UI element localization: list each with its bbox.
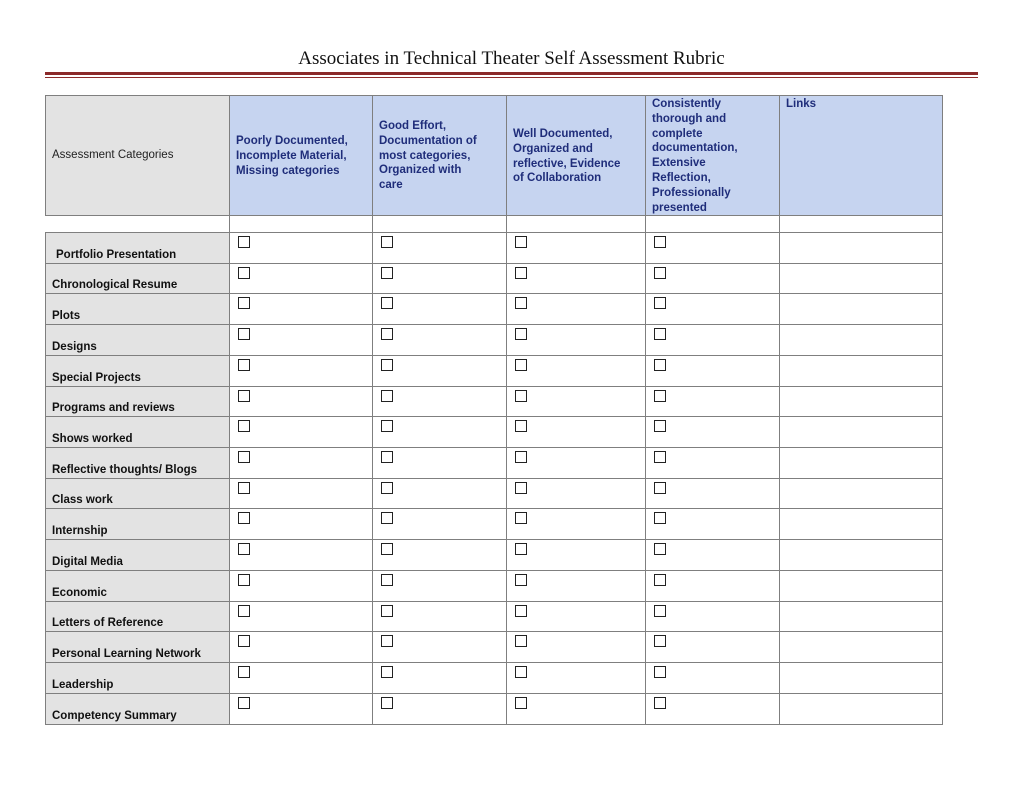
category-cell bbox=[45, 324, 230, 356]
rating-checkbox[interactable] bbox=[654, 359, 666, 371]
rating-checkbox[interactable] bbox=[515, 512, 527, 524]
category-cell bbox=[45, 355, 230, 387]
rating-cell bbox=[372, 693, 507, 725]
column-header-line: Good Effort, bbox=[379, 120, 447, 132]
rating-cell bbox=[645, 355, 780, 387]
rating-cell bbox=[645, 539, 780, 571]
rating-checkbox[interactable] bbox=[654, 236, 666, 248]
category-label: Portfolio Presentation bbox=[56, 249, 177, 261]
category-cell bbox=[45, 293, 230, 325]
title-rule bbox=[45, 72, 978, 75]
rating-checkbox[interactable] bbox=[654, 420, 666, 432]
rating-cell bbox=[645, 631, 780, 663]
rating-checkbox[interactable] bbox=[381, 574, 393, 586]
rating-checkbox[interactable] bbox=[381, 697, 393, 709]
rating-checkbox[interactable] bbox=[515, 451, 527, 463]
category-cell bbox=[45, 263, 230, 294]
rating-cell bbox=[645, 447, 780, 479]
rating-checkbox[interactable] bbox=[381, 297, 393, 309]
column-header-label bbox=[786, 97, 938, 112]
rating-cell bbox=[372, 447, 507, 479]
rating-checkbox[interactable] bbox=[238, 390, 250, 402]
rating-checkbox[interactable] bbox=[381, 390, 393, 402]
column-header-line: Well Documented, bbox=[513, 128, 613, 140]
rating-checkbox[interactable] bbox=[238, 267, 250, 279]
rating-cell bbox=[506, 478, 646, 509]
column-header-cell bbox=[645, 95, 780, 216]
category-cell bbox=[45, 508, 230, 540]
category-cell bbox=[45, 386, 230, 417]
rating-cell bbox=[506, 416, 646, 448]
title-rule-thin bbox=[45, 77, 978, 78]
category-cell bbox=[45, 478, 230, 509]
rating-cell bbox=[645, 263, 780, 294]
rating-checkbox[interactable] bbox=[238, 236, 250, 248]
rating-cell bbox=[506, 263, 646, 294]
rating-cell bbox=[645, 478, 780, 509]
rating-checkbox[interactable] bbox=[654, 697, 666, 709]
rating-cell bbox=[645, 386, 780, 417]
rating-checkbox[interactable] bbox=[238, 420, 250, 432]
links-cell[interactable] bbox=[779, 508, 943, 540]
column-header-line: care bbox=[379, 179, 403, 192]
column-header-line: Missing categories bbox=[236, 164, 340, 177]
rating-cell bbox=[506, 539, 646, 571]
category-cell bbox=[45, 447, 230, 479]
rating-checkbox[interactable] bbox=[381, 451, 393, 463]
rating-checkbox[interactable] bbox=[381, 482, 393, 494]
rating-checkbox[interactable] bbox=[515, 605, 527, 617]
column-header-line: Incomplete Material, bbox=[236, 149, 347, 162]
rating-checkbox[interactable] bbox=[654, 605, 666, 617]
document-title: Associates in Technical Theater Self Assessment Rubric bbox=[298, 48, 725, 69]
links-cell[interactable] bbox=[779, 570, 943, 602]
rating-checkbox[interactable] bbox=[381, 420, 393, 432]
links-cell[interactable] bbox=[779, 416, 943, 448]
rating-checkbox[interactable] bbox=[654, 451, 666, 463]
rating-cell bbox=[645, 662, 780, 694]
links-cell[interactable] bbox=[779, 447, 943, 479]
rating-checkbox[interactable] bbox=[238, 328, 250, 340]
rating-checkbox[interactable] bbox=[654, 635, 666, 647]
category-cell bbox=[45, 570, 230, 602]
rating-checkbox[interactable] bbox=[238, 574, 250, 586]
column-header-line: reflective, Evidence bbox=[513, 157, 621, 170]
category-cell bbox=[45, 662, 230, 694]
rating-cell bbox=[372, 508, 507, 540]
rating-checkbox[interactable] bbox=[515, 328, 527, 340]
category-label: Chronological Resume bbox=[52, 279, 178, 291]
category-label: Leadership bbox=[52, 679, 114, 691]
rating-cell bbox=[229, 570, 373, 602]
category-header-cell bbox=[45, 95, 230, 216]
column-header-line: Consistently bbox=[652, 98, 722, 110]
category-label: Competency Summary bbox=[52, 710, 177, 722]
category-cell bbox=[45, 539, 230, 571]
rating-cell bbox=[506, 324, 646, 356]
rating-checkbox[interactable] bbox=[238, 482, 250, 494]
rating-cell bbox=[645, 570, 780, 602]
rating-cell bbox=[229, 478, 373, 509]
rating-cell bbox=[645, 508, 780, 540]
column-header-label bbox=[513, 127, 641, 186]
links-cell[interactable] bbox=[779, 662, 943, 694]
column-header-cell bbox=[372, 95, 507, 216]
rating-checkbox[interactable] bbox=[654, 328, 666, 340]
rating-cell bbox=[229, 263, 373, 294]
rating-checkbox[interactable] bbox=[238, 635, 250, 647]
category-label: Digital Media bbox=[52, 556, 123, 568]
category-label: Plots bbox=[52, 310, 81, 322]
rating-cell bbox=[372, 263, 507, 294]
rating-cell bbox=[506, 293, 646, 325]
column-header-line: Organized with bbox=[379, 164, 462, 177]
rating-checkbox[interactable] bbox=[238, 297, 250, 309]
column-header-line: Links bbox=[786, 98, 817, 110]
rating-cell bbox=[506, 355, 646, 387]
column-header-line: thorough and bbox=[652, 112, 727, 125]
category-cell bbox=[45, 693, 230, 725]
category-cell bbox=[45, 631, 230, 663]
rating-cell bbox=[372, 232, 507, 264]
rating-cell bbox=[229, 324, 373, 356]
rating-checkbox[interactable] bbox=[515, 420, 527, 432]
rating-checkbox[interactable] bbox=[238, 543, 250, 555]
rating-cell bbox=[645, 601, 780, 632]
rating-checkbox[interactable] bbox=[654, 574, 666, 586]
rating-cell bbox=[506, 386, 646, 417]
rating-cell bbox=[229, 293, 373, 325]
rating-checkbox[interactable] bbox=[381, 512, 393, 524]
rating-cell bbox=[372, 386, 507, 417]
category-label: Designs bbox=[52, 341, 97, 353]
category-cell bbox=[45, 232, 230, 264]
links-cell[interactable] bbox=[779, 693, 943, 725]
category-cell bbox=[45, 416, 230, 448]
rating-checkbox[interactable] bbox=[238, 512, 250, 524]
rating-cell bbox=[372, 539, 507, 571]
category-header-label: Assessment Categories bbox=[52, 149, 174, 161]
rating-checkbox[interactable] bbox=[515, 359, 527, 371]
category-label: Shows worked bbox=[52, 433, 133, 445]
spacer-cell bbox=[229, 215, 373, 233]
rating-cell bbox=[506, 508, 646, 540]
rating-cell bbox=[506, 570, 646, 602]
rating-cell bbox=[506, 662, 646, 694]
links-cell[interactable] bbox=[779, 539, 943, 571]
rating-checkbox[interactable] bbox=[238, 359, 250, 371]
rating-checkbox[interactable] bbox=[654, 666, 666, 678]
links-cell[interactable] bbox=[779, 324, 943, 356]
rating-checkbox[interactable] bbox=[381, 605, 393, 617]
category-label: Class work bbox=[52, 494, 113, 506]
rating-checkbox[interactable] bbox=[238, 451, 250, 463]
links-cell[interactable] bbox=[779, 355, 943, 387]
rating-cell bbox=[229, 631, 373, 663]
category-label: Reflective thoughts/ Blogs bbox=[52, 464, 198, 476]
rating-checkbox[interactable] bbox=[515, 236, 527, 248]
rating-checkbox[interactable] bbox=[381, 328, 393, 340]
rating-cell bbox=[372, 570, 507, 602]
column-header-label bbox=[652, 97, 775, 215]
category-label: Personal Learning Network bbox=[52, 648, 201, 660]
rating-checkbox[interactable] bbox=[515, 543, 527, 555]
category-label: Programs and reviews bbox=[52, 402, 175, 414]
rating-checkbox[interactable] bbox=[381, 543, 393, 555]
spacer-cell bbox=[372, 215, 507, 233]
rating-cell bbox=[506, 693, 646, 725]
rating-cell bbox=[372, 324, 507, 356]
rating-cell bbox=[372, 416, 507, 448]
column-header-line: documentation, bbox=[652, 142, 738, 155]
rating-cell bbox=[229, 693, 373, 725]
rating-cell bbox=[229, 232, 373, 264]
rating-checkbox[interactable] bbox=[515, 574, 527, 586]
rating-cell bbox=[229, 355, 373, 387]
links-cell[interactable] bbox=[779, 386, 943, 417]
rating-cell bbox=[645, 293, 780, 325]
column-header-line: presented bbox=[652, 201, 707, 214]
rating-cell bbox=[506, 447, 646, 479]
rating-cell bbox=[372, 355, 507, 387]
rating-checkbox[interactable] bbox=[515, 666, 527, 678]
spacer-cell bbox=[779, 215, 943, 233]
column-header-line: Extensive bbox=[652, 157, 706, 170]
column-header-line: Organized and bbox=[513, 142, 593, 155]
links-cell[interactable] bbox=[779, 263, 943, 294]
column-header-line: most categories, bbox=[379, 149, 471, 162]
rating-checkbox[interactable] bbox=[238, 666, 250, 678]
rating-cell bbox=[372, 601, 507, 632]
column-header-line: Poorly Documented, bbox=[236, 135, 348, 147]
category-label: Special Projects bbox=[52, 372, 141, 384]
rating-cell bbox=[506, 232, 646, 264]
category-label: Internship bbox=[52, 525, 108, 537]
column-header-label bbox=[379, 119, 502, 193]
rating-cell bbox=[229, 539, 373, 571]
column-header-line: of Collaboration bbox=[513, 172, 602, 185]
rating-cell bbox=[372, 478, 507, 509]
rating-cell bbox=[372, 662, 507, 694]
column-header-cell bbox=[779, 95, 943, 216]
column-header-line: complete bbox=[652, 127, 703, 140]
column-header-cell bbox=[229, 95, 373, 216]
rating-cell bbox=[645, 232, 780, 264]
rating-cell bbox=[229, 662, 373, 694]
rating-checkbox[interactable] bbox=[654, 543, 666, 555]
rating-cell bbox=[506, 631, 646, 663]
rating-checkbox[interactable] bbox=[381, 236, 393, 248]
spacer-cell bbox=[645, 215, 780, 233]
rating-checkbox[interactable] bbox=[381, 267, 393, 279]
column-header-label bbox=[236, 134, 368, 178]
rating-checkbox[interactable] bbox=[515, 482, 527, 494]
links-cell[interactable] bbox=[779, 601, 943, 632]
rating-checkbox[interactable] bbox=[381, 359, 393, 371]
column-header-line: Documentation of bbox=[379, 134, 477, 147]
column-header-line: Reflection, bbox=[652, 171, 711, 184]
rating-checkbox[interactable] bbox=[654, 297, 666, 309]
rating-cell bbox=[645, 324, 780, 356]
rating-cell bbox=[506, 601, 646, 632]
rating-checkbox[interactable] bbox=[515, 697, 527, 709]
rating-checkbox[interactable] bbox=[654, 390, 666, 402]
rating-checkbox[interactable] bbox=[654, 482, 666, 494]
column-header-cell bbox=[506, 95, 646, 216]
rating-cell bbox=[229, 386, 373, 417]
rating-checkbox[interactable] bbox=[515, 635, 527, 647]
rating-checkbox[interactable] bbox=[381, 635, 393, 647]
rating-cell bbox=[372, 631, 507, 663]
rating-checkbox[interactable] bbox=[654, 512, 666, 524]
rating-cell bbox=[645, 416, 780, 448]
category-cell bbox=[45, 601, 230, 632]
rating-checkbox[interactable] bbox=[515, 267, 527, 279]
rating-cell bbox=[229, 601, 373, 632]
rating-checkbox[interactable] bbox=[515, 390, 527, 402]
links-cell[interactable] bbox=[779, 232, 943, 264]
rating-checkbox[interactable] bbox=[381, 666, 393, 678]
rating-checkbox[interactable] bbox=[238, 697, 250, 709]
rating-cell bbox=[229, 508, 373, 540]
column-header-line: Professionally bbox=[652, 186, 731, 199]
links-cell[interactable] bbox=[779, 478, 943, 509]
category-label: Letters of Reference bbox=[52, 617, 164, 629]
links-cell[interactable] bbox=[779, 293, 943, 325]
rating-cell bbox=[229, 416, 373, 448]
rating-cell bbox=[229, 447, 373, 479]
rating-cell bbox=[645, 693, 780, 725]
category-label: Economic bbox=[52, 587, 107, 599]
rating-checkbox[interactable] bbox=[238, 605, 250, 617]
rating-checkbox[interactable] bbox=[515, 297, 527, 309]
spacer-cell bbox=[506, 215, 646, 233]
rating-checkbox[interactable] bbox=[654, 267, 666, 279]
links-cell[interactable] bbox=[779, 631, 943, 663]
rating-cell bbox=[372, 293, 507, 325]
